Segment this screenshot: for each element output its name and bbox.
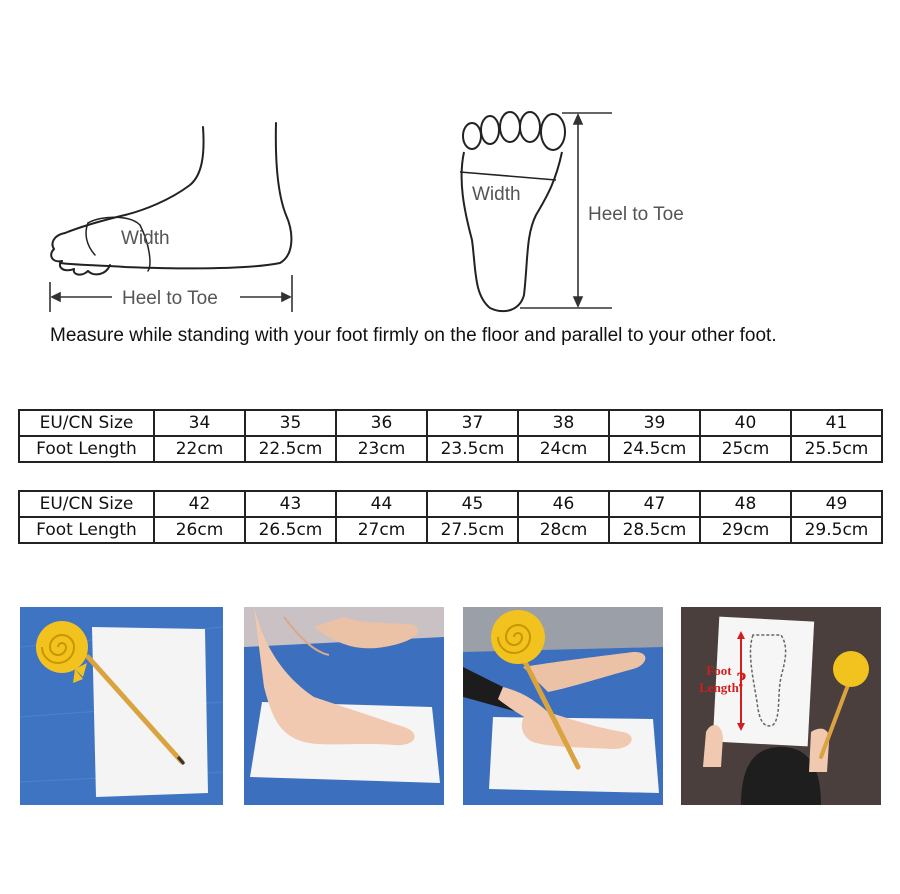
row-label: Foot Length — [19, 517, 154, 543]
length-cell: 24.5cm — [609, 436, 700, 462]
size-cell: 39 — [609, 410, 700, 436]
length-cell: 29cm — [700, 517, 791, 543]
length-cell: 22.5cm — [245, 436, 336, 462]
photo-paper-and-pen — [20, 607, 223, 805]
svg-text:?: ? — [736, 667, 747, 692]
size-cell: 42 — [154, 491, 245, 517]
length-cell: 26cm — [154, 517, 245, 543]
photo-feet-on-paper — [244, 607, 444, 805]
side-width-label: Width — [121, 228, 170, 249]
row-label: EU/CN Size — [19, 410, 154, 436]
row-label: Foot Length — [19, 436, 154, 462]
size-cell: 40 — [700, 410, 791, 436]
side-length-label: Heel to Toe — [122, 288, 218, 309]
length-row — [19, 436, 882, 462]
row-label: EU/CN Size — [19, 491, 154, 517]
size-cell: 37 — [427, 410, 518, 436]
length-cell: 23.5cm — [427, 436, 518, 462]
length-cell: 25cm — [700, 436, 791, 462]
photo-tracing-foot — [463, 607, 663, 805]
side-foot-diagram — [40, 115, 310, 315]
size-cell: 46 — [518, 491, 609, 517]
length-cell: 25.5cm — [791, 436, 882, 462]
size-cell: 44 — [336, 491, 427, 517]
length-cell: 27.5cm — [427, 517, 518, 543]
length-cell: 24cm — [518, 436, 609, 462]
size-table-1 — [18, 409, 883, 463]
foot-length-annotation: Foot Length — [699, 663, 739, 695]
size-cell: 48 — [700, 491, 791, 517]
size-row — [19, 491, 882, 517]
sole-width-label: Width — [472, 184, 521, 205]
size-table-2 — [18, 490, 883, 544]
size-cell: 36 — [336, 410, 427, 436]
photo-traced-outline — [681, 607, 881, 805]
size-cell: 35 — [245, 410, 336, 436]
length-row — [19, 517, 882, 543]
size-cell: 41 — [791, 410, 882, 436]
size-cell: 38 — [518, 410, 609, 436]
size-cell: 34 — [154, 410, 245, 436]
side-foot-outline — [65, 127, 204, 233]
size-cell: 45 — [427, 491, 518, 517]
length-cell: 22cm — [154, 436, 245, 462]
length-cell: 26.5cm — [245, 517, 336, 543]
length-cell: 28.5cm — [609, 517, 700, 543]
size-cell: 47 — [609, 491, 700, 517]
size-cell: 49 — [791, 491, 882, 517]
size-row — [19, 410, 882, 436]
size-cell: 43 — [245, 491, 336, 517]
sole-length-label: Heel to Toe — [588, 204, 684, 225]
length-cell: 29.5cm — [791, 517, 882, 543]
length-cell: 23cm — [336, 436, 427, 462]
measure-instruction: Measure while standing with your foot firmly on the floor and parallel to your other foot. — [50, 325, 777, 346]
length-cell: 28cm — [518, 517, 609, 543]
length-cell: 27cm — [336, 517, 427, 543]
